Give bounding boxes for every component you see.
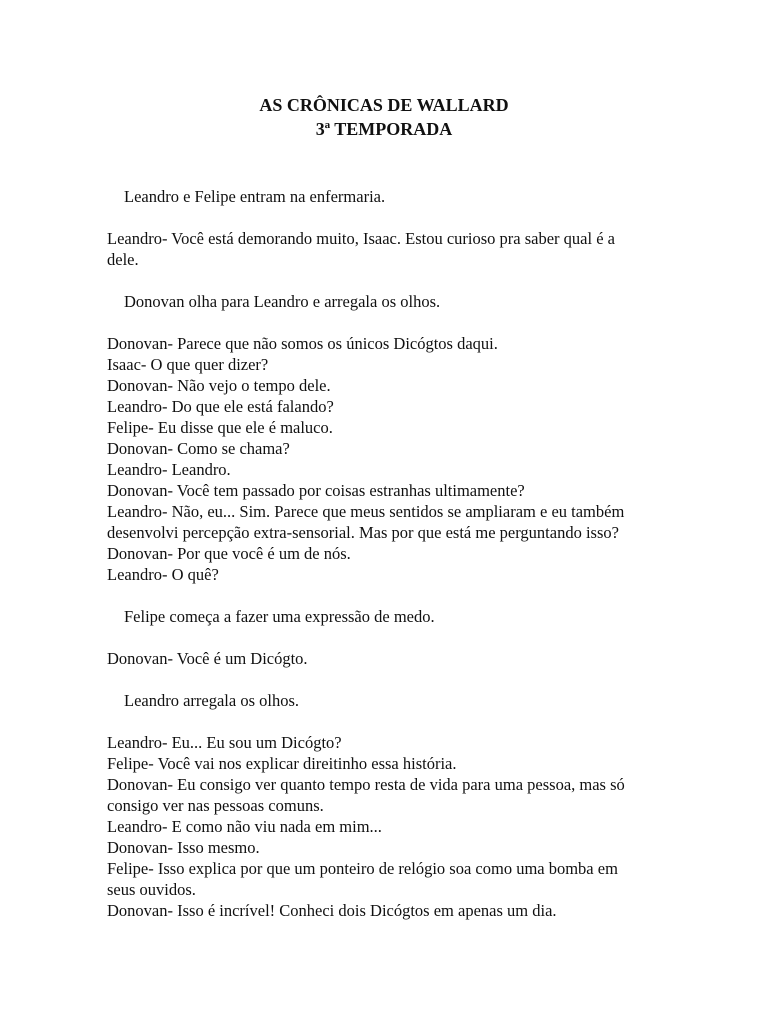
dialogue-line: Leandro- E como não viu nada em mim... <box>107 817 382 836</box>
dialogue-line: Donovan- Você é um Dicógto. <box>107 649 308 668</box>
dialogue-line: Leandro- Você está demorando muito, Isaac. Estou curioso pra saber qual é a <box>107 229 615 248</box>
document-subtitle: 3ª TEMPORADA <box>315 119 453 139</box>
dialogue-line: Donovan- Você tem passado por coisas estranhas ultimamente? <box>107 481 525 500</box>
stage-direction: Felipe começa a fazer uma expressão de medo. <box>124 607 435 626</box>
dialogue-line: Felipe- Eu disse que ele é maluco. <box>107 418 333 437</box>
dialogue-line: desenvolvi percepção extra-sensorial. Mas por que está me perguntando isso? <box>107 523 619 542</box>
stage-direction: Leandro e Felipe entram na enfermaria. <box>124 187 386 206</box>
dialogue-line: Donovan- Não vejo o tempo dele. <box>107 376 331 395</box>
dialogue-line: Isaac- O que quer dizer? <box>107 355 269 374</box>
dialogue-line: Leandro- Do que ele está falando? <box>107 397 334 416</box>
dialogue-line: Felipe- Você vai nos explicar direitinho essa história. <box>107 754 457 773</box>
dialogue-line: Donovan- Como se chama? <box>107 439 290 458</box>
dialogue-line: Donovan- Parece que não somos os únicos Dicógtos daqui. <box>107 334 498 353</box>
document-body <box>107 186 667 921</box>
dialogue-line: Leandro- Não, eu... Sim. Parece que meus sentidos se ampliaram e eu também <box>107 502 625 521</box>
dialogue-line: Felipe- Isso explica por que um ponteiro de relógio soa como uma bomba em <box>107 859 618 878</box>
dialogue-line: Leandro- Eu... Eu sou um Dicógto? <box>107 733 342 752</box>
dialogue-line: Donovan- Por que você é um de nós. <box>107 544 351 563</box>
dialogue-line: dele. <box>107 250 139 269</box>
dialogue-line: seus ouvidos. <box>107 880 196 899</box>
stage-direction: Donovan olha para Leandro e arregala os olhos. <box>124 292 441 311</box>
dialogue-line: consigo ver nas pessoas comuns. <box>107 796 324 815</box>
document-title: AS CRÔNICAS DE WALLARD <box>259 95 509 115</box>
dialogue-line: Donovan- Eu consigo ver quanto tempo resta de vida para uma pessoa, mas só <box>107 775 625 794</box>
dialogue-line: Donovan- Isso mesmo. <box>107 838 260 857</box>
dialogue-line: Donovan- Isso é incrível! Conheci dois Dicógtos em apenas um dia. <box>107 901 557 920</box>
dialogue-line: Leandro- Leandro. <box>107 460 231 479</box>
dialogue-line: Leandro- O quê? <box>107 565 219 584</box>
stage-direction: Leandro arregala os olhos. <box>124 691 300 710</box>
